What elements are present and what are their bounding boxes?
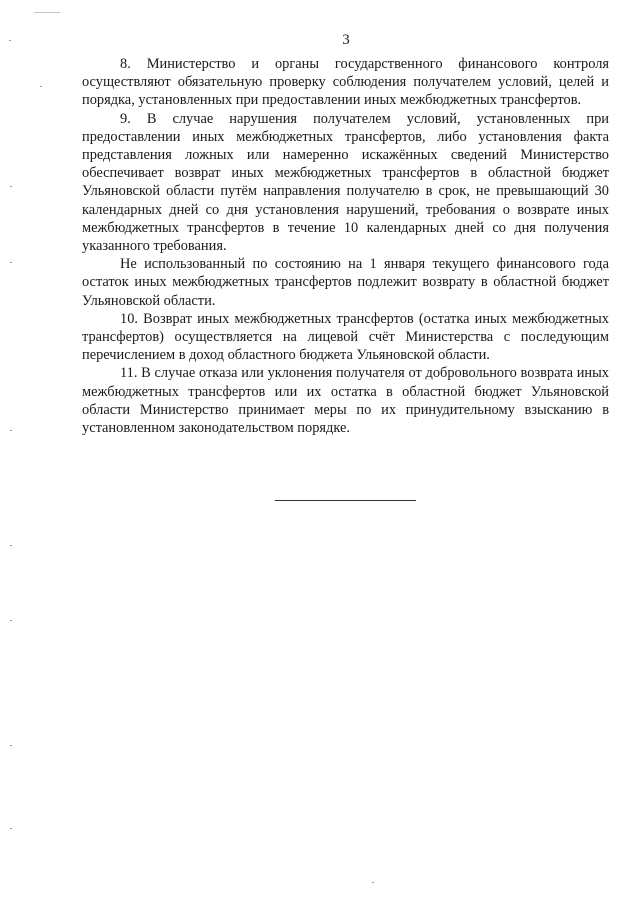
document-body [82,55,609,437]
paragraph-unused-balance: Не использованный по состоянию на 1 января текущего финансового года остаток иных межбюджетных трансфертов подлежит возврату в областной бюджет Ульяновской области. [82,256,609,309]
paragraph-11: 11. В случае отказа или уклонения получателя от добровольного возврата иных межбюджетных трансфертов или их остатка в областной бюджет Ульяновской области Министерство принимает меры по их принудительному взысканию в установленном законодательством порядке. [82,365,609,437]
paragraph-9: 9. В случае нарушения получателем условий, установленных при предоставлении иных межбюджетных трансфертов, либо установления факта представления ложных или намеренно искажённых сведений Министерство обеспечивает возврат иных межбюджетных трансфертов в областной бюджет Ульяновской области путём направления получателю в срок, не превышающий 30 календарных дней со дня установления нарушений, требования о возврате иных межбюджетных трансфертов в течение 10 календарных дней со дня получения указанного требования. [82,110,609,255]
paragraph-8: 8. Министерство и органы государственного финансового контроля осуществляют обязательную проверку соблюдения получателем условий, целей и порядка, установленных при предоставлении иных межбюджетных трансфертов. [82,56,609,109]
scan-speck [10,745,12,746]
scan-speck [10,620,12,621]
scan-speck [9,40,11,41]
scan-speck [10,828,12,829]
page-number: 3 [342,32,350,48]
end-of-text-rule [275,500,416,501]
scan-speck [10,545,12,546]
scan-speck [10,262,12,263]
scan-speck [40,86,42,87]
scan-speck [10,430,12,431]
paragraph-10: 10. Возврат иных межбюджетных трансфертов (остатка иных межбюджетных трансфертов) осуществляется на лицевой счёт Министерства с последующим перечислением в доход областного бюджета Ульяновской области. [82,310,609,364]
scan-speck [34,12,60,13]
scan-speck [10,186,12,187]
scan-speck [372,882,374,883]
